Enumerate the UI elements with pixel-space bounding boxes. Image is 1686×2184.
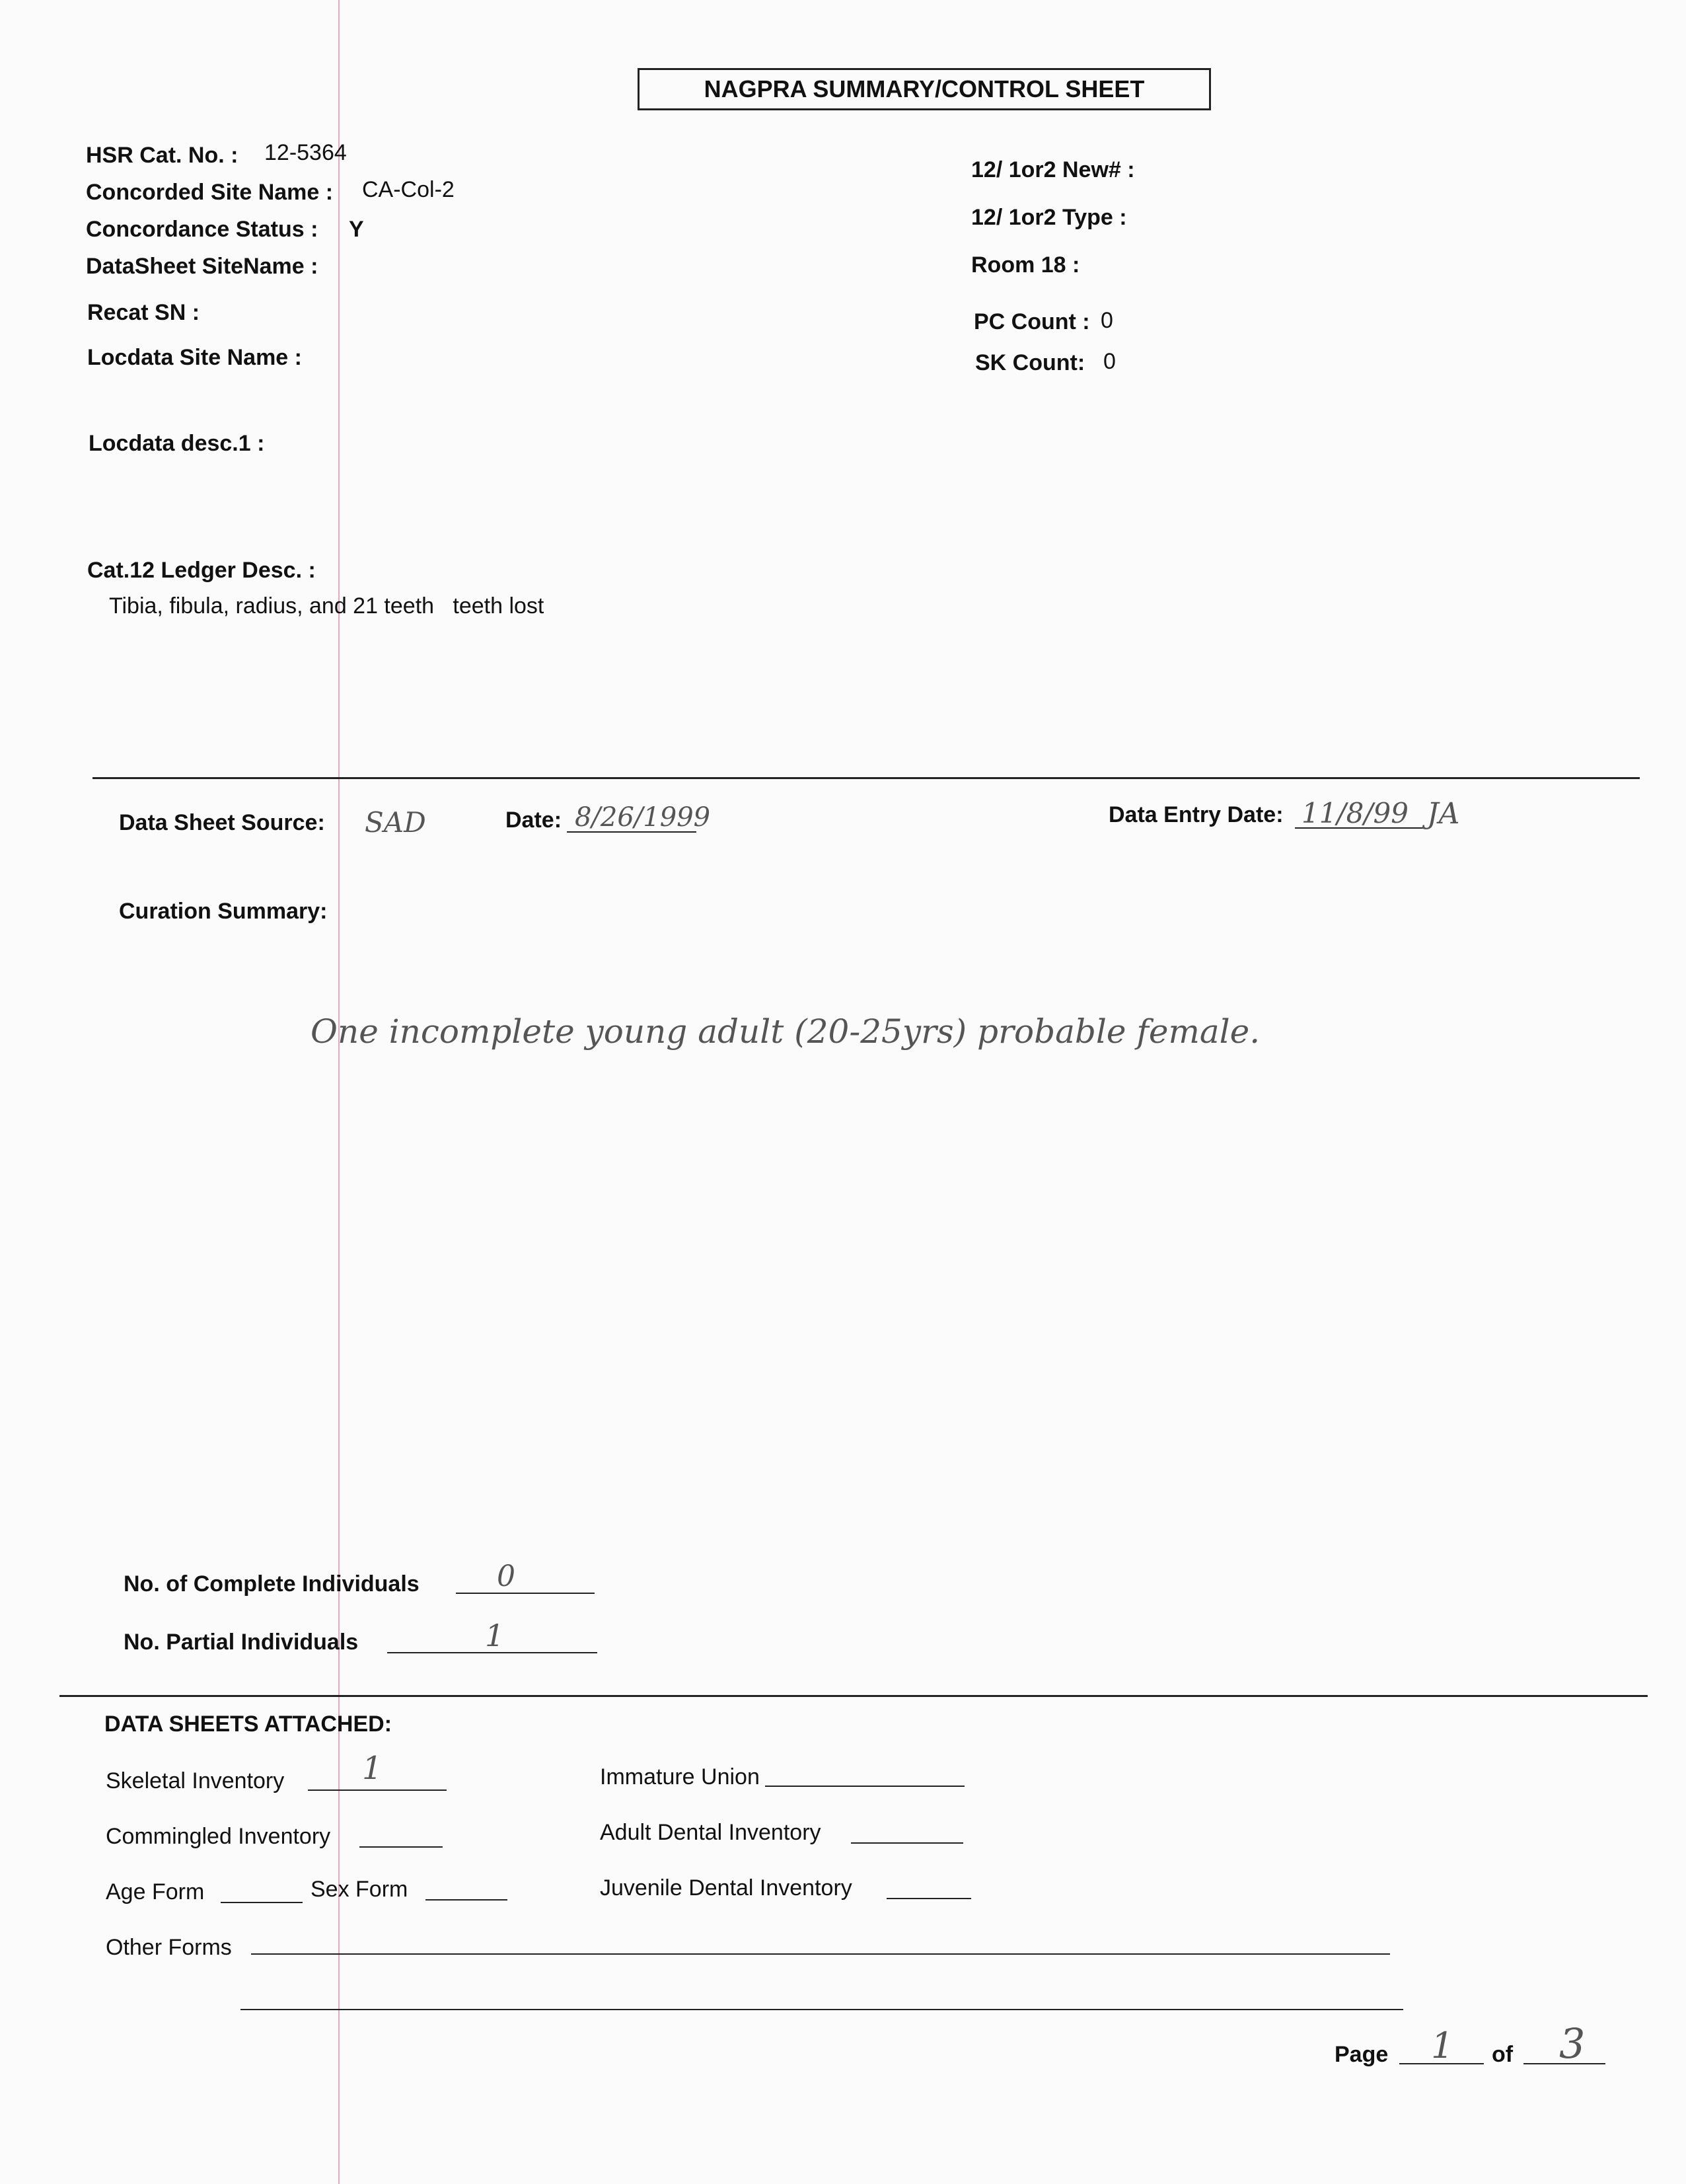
sheet-title: NAGPRA SUMMARY/CONTROL SHEET: [638, 68, 1211, 110]
entry-date-label: Data Entry Date:: [1109, 802, 1284, 827]
complete-individuals-label: No. of Complete Individuals: [124, 1571, 420, 1597]
attached-heading: DATA SHEETS ATTACHED:: [104, 1712, 392, 1737]
source-value: SAD: [365, 806, 426, 839]
page-margin-line: [338, 0, 340, 2184]
date-label: Date:: [505, 808, 562, 833]
commingled-inventory-underline: [359, 1846, 443, 1848]
concorded-site-label: Concorded Site Name :: [86, 180, 334, 205]
cat12-ledger-value: Tibia, fibula, radius, and 21 teeth teeth lost: [109, 593, 544, 619]
sk-count-value: 0: [1103, 349, 1116, 374]
age-form-label: Age Form: [106, 1879, 205, 1904]
adult-dental-label: Adult Dental Inventory: [600, 1820, 821, 1845]
section-divider: [92, 777, 1640, 779]
new-num-label: 12/ 1or2 New# :: [971, 157, 1135, 182]
concordance-status-value: Y: [349, 217, 364, 242]
immature-union-label: Immature Union: [600, 1764, 760, 1789]
juvenile-dental-underline: [887, 1898, 971, 1899]
entry-date-value: 11/8/99: [1301, 797, 1409, 829]
skeletal-inventory-label: Skeletal Inventory: [106, 1768, 285, 1793]
sex-form-label: Sex Form: [311, 1877, 408, 1902]
room-label: Room 18 :: [971, 252, 1080, 278]
type-label: 12/ 1or2 Type :: [971, 205, 1127, 230]
date-value: 8/26/1999: [575, 802, 711, 833]
hsr-cat-value: 12-5364: [264, 140, 347, 165]
page-label: Page: [1335, 2042, 1389, 2067]
partial-individuals-label: No. Partial Individuals: [124, 1630, 359, 1655]
locdata-site-name-label: Locdata Site Name :: [87, 345, 302, 370]
other-forms-underline-2: [240, 2009, 1403, 2010]
immature-union-underline: [765, 1786, 965, 1787]
page-value: 1: [1431, 2025, 1454, 2066]
sex-form-underline: [425, 1899, 507, 1901]
total-pages-value: 3: [1559, 2019, 1586, 2068]
other-forms-underline: [251, 1953, 1390, 1955]
partial-individuals-value: 1: [485, 1618, 505, 1653]
complete-individuals-underline: [456, 1593, 595, 1594]
skeletal-inventory-value: 1: [362, 1750, 383, 1787]
curation-summary-label: Curation Summary:: [119, 899, 328, 924]
source-label: Data Sheet Source:: [119, 810, 325, 835]
locdata-desc-label: Locdata desc.1 :: [89, 431, 265, 456]
entry-initials: JA: [1427, 797, 1460, 831]
adult-dental-underline: [851, 1842, 963, 1844]
attached-divider: [59, 1695, 1648, 1697]
curation-summary-text: One incomplete young adult (20-25yrs) probable female.: [311, 1012, 1261, 1051]
pc-count-value: 0: [1101, 308, 1113, 333]
concorded-site-value: CA-Col-2: [362, 177, 455, 202]
hsr-cat-label: HSR Cat. No. :: [86, 143, 238, 168]
datasheet-sitename-label: DataSheet SiteName :: [86, 254, 318, 279]
complete-individuals-value: 0: [497, 1560, 515, 1593]
concordance-status-label: Concordance Status :: [86, 217, 318, 242]
recat-sn-label: Recat SN :: [87, 300, 200, 325]
of-label: of: [1492, 2042, 1514, 2067]
cat12-ledger-label: Cat.12 Ledger Desc. :: [87, 558, 316, 583]
pc-count-label: PC Count :: [974, 309, 1090, 334]
skeletal-inventory-underline: [308, 1789, 447, 1791]
other-forms-label: Other Forms: [106, 1935, 232, 1960]
juvenile-dental-label: Juvenile Dental Inventory: [600, 1875, 852, 1901]
sk-count-label: SK Count:: [975, 350, 1085, 375]
commingled-inventory-label: Commingled Inventory: [106, 1824, 331, 1849]
age-form-underline: [221, 1902, 303, 1903]
